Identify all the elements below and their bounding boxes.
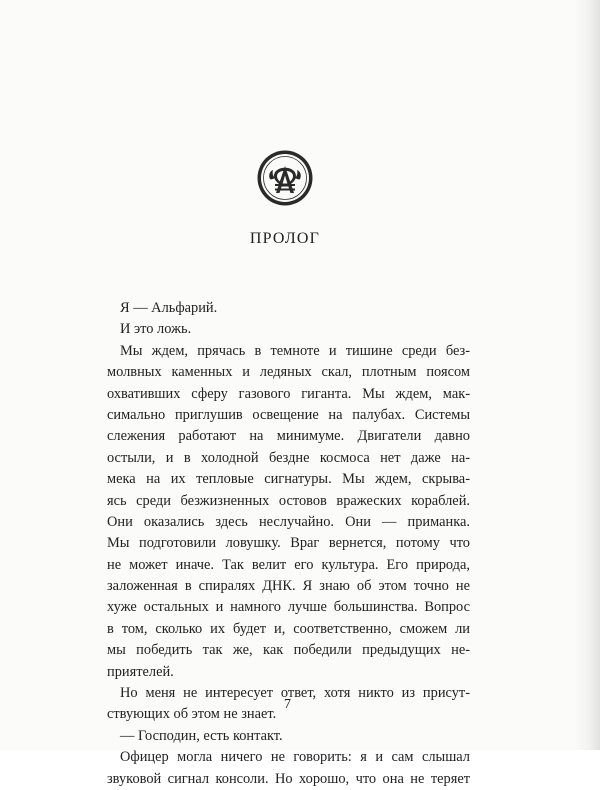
text-line: молвных каменных и ледяных скал, плотным поясом bbox=[107, 364, 470, 381]
page-number: 7 bbox=[284, 697, 291, 712]
text-line: слежения работают на минимуме. Двигатели давно bbox=[107, 428, 470, 445]
chapter-title: ПРОЛОГ bbox=[249, 230, 321, 247]
text-line: ствующих об этом не знает. bbox=[107, 706, 277, 723]
alpha-legion-emblem-icon bbox=[256, 149, 314, 207]
text-line: охвативших сферу газового гиганта. Мы ждем, мак- bbox=[107, 385, 470, 402]
text-line: в том, сколько их будет и, соответственно, сможем ли bbox=[107, 620, 470, 637]
text-line: Мы подготовили ловушку. Враг вернется, потому что bbox=[107, 535, 470, 552]
text-line: Они оказались здесь неслучайно. Они — приманка. bbox=[107, 513, 470, 530]
text-line: И это ложь. bbox=[120, 321, 192, 338]
text-line: мека на их тепловые сигнатуры. Мы ждем, скрыва- bbox=[107, 471, 470, 488]
text-line: хуже остальных и намного лучше большинства. Вопрос bbox=[107, 599, 470, 616]
text-line: остыли, и в холодной бездне космоса нет даже на- bbox=[107, 449, 470, 466]
text-line: не может иначе. Так велит его культура. Его природа, bbox=[107, 556, 470, 573]
body-text bbox=[107, 298, 470, 790]
text-line: — Господин, есть контакт. bbox=[120, 727, 283, 744]
text-line: приятелей. bbox=[107, 663, 174, 680]
text-line: Мы ждем, прячась в темноте и тишине среди без- bbox=[120, 342, 470, 359]
text-line: Я — Альфарий. bbox=[120, 300, 218, 316]
text-line: заложенная в спиралях ДНК. Я знаю об этом точно не bbox=[107, 578, 470, 595]
text-line: Офицер могла ничего не говорить: я и сам слышал bbox=[120, 749, 470, 766]
text-line: Но меня не интересует ответ, хотя никто из присут- bbox=[120, 685, 470, 702]
page-edge-shadow bbox=[574, 0, 600, 750]
text-line: мы победить так же, как победили предыдущих не- bbox=[107, 642, 470, 659]
text-line: звуковой сигнал консоли. Но хорошо, что она не теряет bbox=[107, 770, 470, 787]
text-line: симально приглушив освещение на палубах. Системы bbox=[107, 406, 470, 423]
text-line: ясь среди безжизненных остовов вражеских кораблей. bbox=[107, 492, 470, 509]
